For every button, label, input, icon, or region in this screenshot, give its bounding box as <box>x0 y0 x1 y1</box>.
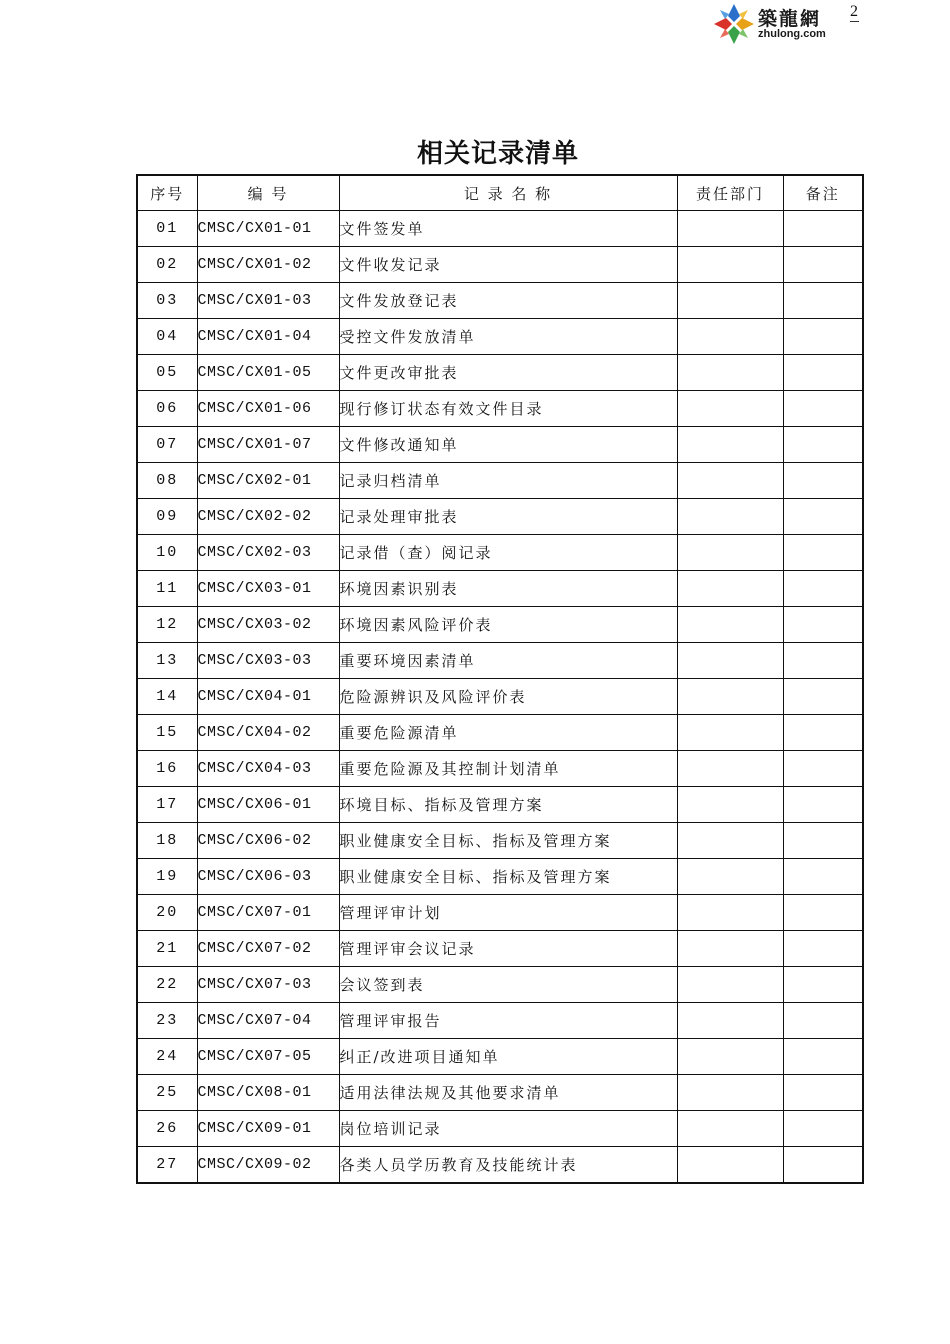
cell-code: CMSC/CX04-01 <box>197 679 339 715</box>
cell-seq: 15 <box>137 715 197 751</box>
cell-record-name: 管理评审计划 <box>339 895 677 931</box>
header-record-name: 记 录 名 称 <box>339 175 677 211</box>
table-row <box>137 211 863 247</box>
cell-note <box>783 1147 863 1184</box>
cell-department <box>677 715 783 751</box>
cell-record-name: 各类人员学历教育及技能统计表 <box>339 1147 677 1184</box>
cell-seq: 27 <box>137 1147 197 1184</box>
cell-code: CMSC/CX09-01 <box>197 1111 339 1147</box>
cell-department <box>677 895 783 931</box>
cell-note <box>783 895 863 931</box>
table-header-row <box>137 175 863 211</box>
cell-seq: 09 <box>137 499 197 535</box>
cell-department <box>677 1075 783 1111</box>
logo-mark-icon <box>712 2 756 46</box>
cell-code: CMSC/CX02-01 <box>197 463 339 499</box>
cell-note <box>783 715 863 751</box>
cell-seq: 26 <box>137 1111 197 1147</box>
cell-department <box>677 823 783 859</box>
cell-seq: 04 <box>137 319 197 355</box>
cell-department <box>677 427 783 463</box>
records-table <box>136 174 864 1184</box>
cell-department <box>677 535 783 571</box>
table-row <box>137 1147 863 1184</box>
table-row <box>137 859 863 895</box>
cell-record-name: 职业健康安全目标、指标及管理方案 <box>339 823 677 859</box>
table-row <box>137 931 863 967</box>
cell-note <box>783 607 863 643</box>
table-row <box>137 607 863 643</box>
cell-note <box>783 463 863 499</box>
cell-record-name: 记录处理审批表 <box>339 499 677 535</box>
cell-seq: 10 <box>137 535 197 571</box>
table-row <box>137 463 863 499</box>
table-row <box>137 715 863 751</box>
cell-seq: 05 <box>137 355 197 391</box>
table-row <box>137 499 863 535</box>
header-seq: 序号 <box>137 175 197 211</box>
zhulong-logo <box>712 2 842 46</box>
cell-note <box>783 751 863 787</box>
cell-record-name: 管理评审会议记录 <box>339 931 677 967</box>
cell-seq: 12 <box>137 607 197 643</box>
cell-department <box>677 355 783 391</box>
cell-note <box>783 967 863 1003</box>
cell-code: CMSC/CX07-02 <box>197 931 339 967</box>
cell-record-name: 文件发放登记表 <box>339 283 677 319</box>
cell-code: CMSC/CX08-01 <box>197 1075 339 1111</box>
cell-note <box>783 319 863 355</box>
cell-record-name: 岗位培训记录 <box>339 1111 677 1147</box>
cell-seq: 23 <box>137 1003 197 1039</box>
cell-department <box>677 1039 783 1075</box>
cell-note <box>783 427 863 463</box>
cell-note <box>783 931 863 967</box>
table-row <box>137 1003 863 1039</box>
cell-seq: 22 <box>137 967 197 1003</box>
cell-department <box>677 967 783 1003</box>
cell-code: CMSC/CX02-02 <box>197 499 339 535</box>
cell-department <box>677 319 783 355</box>
table-row <box>137 391 863 427</box>
cell-seq: 24 <box>137 1039 197 1075</box>
cell-note <box>783 355 863 391</box>
cell-record-name: 环境因素识别表 <box>339 571 677 607</box>
cell-department <box>677 859 783 895</box>
cell-seq: 14 <box>137 679 197 715</box>
cell-record-name: 受控文件发放清单 <box>339 319 677 355</box>
cell-note <box>783 1039 863 1075</box>
cell-seq: 25 <box>137 1075 197 1111</box>
logo-domain-text: zhulong.com <box>758 28 826 40</box>
cell-seq: 03 <box>137 283 197 319</box>
cell-seq: 07 <box>137 427 197 463</box>
table-row <box>137 247 863 283</box>
table-row <box>137 1039 863 1075</box>
cell-record-name: 危险源辨识及风险评价表 <box>339 679 677 715</box>
cell-department <box>677 283 783 319</box>
cell-department <box>677 931 783 967</box>
cell-code: CMSC/CX01-01 <box>197 211 339 247</box>
cell-department <box>677 679 783 715</box>
cell-department <box>677 1147 783 1184</box>
cell-seq: 06 <box>137 391 197 427</box>
cell-note <box>783 1075 863 1111</box>
table-row <box>137 319 863 355</box>
cell-code: CMSC/CX09-02 <box>197 1147 339 1184</box>
table-row <box>137 535 863 571</box>
cell-code: CMSC/CX01-06 <box>197 391 339 427</box>
table-row <box>137 283 863 319</box>
cell-note <box>783 283 863 319</box>
cell-code: CMSC/CX01-05 <box>197 355 339 391</box>
cell-code: CMSC/CX07-03 <box>197 967 339 1003</box>
cell-department <box>677 787 783 823</box>
table-row <box>137 571 863 607</box>
document-title: 相关记录清单 <box>416 139 579 169</box>
cell-department <box>677 1003 783 1039</box>
table-row <box>137 643 863 679</box>
page-number-underline <box>850 21 859 22</box>
cell-code: CMSC/CX06-03 <box>197 859 339 895</box>
table-row <box>137 679 863 715</box>
cell-code: CMSC/CX03-02 <box>197 607 339 643</box>
cell-note <box>783 211 863 247</box>
cell-seq: 02 <box>137 247 197 283</box>
cell-department <box>677 391 783 427</box>
page-number: 2 <box>850 3 858 20</box>
cell-department <box>677 607 783 643</box>
cell-seq: 01 <box>137 211 197 247</box>
cell-note <box>783 643 863 679</box>
cell-department <box>677 247 783 283</box>
cell-department <box>677 751 783 787</box>
cell-record-name: 记录归档清单 <box>339 463 677 499</box>
cell-record-name: 文件修改通知单 <box>339 427 677 463</box>
cell-record-name: 适用法律法规及其他要求清单 <box>339 1075 677 1111</box>
cell-record-name: 现行修订状态有效文件目录 <box>339 391 677 427</box>
cell-note <box>783 391 863 427</box>
cell-record-name: 重要危险源及其控制计划清单 <box>339 751 677 787</box>
header-code: 编 号 <box>197 175 339 211</box>
cell-seq: 21 <box>137 931 197 967</box>
cell-department <box>677 211 783 247</box>
cell-code: CMSC/CX01-02 <box>197 247 339 283</box>
cell-code: CMSC/CX06-01 <box>197 787 339 823</box>
cell-code: CMSC/CX01-04 <box>197 319 339 355</box>
table-row <box>137 355 863 391</box>
cell-record-name: 文件收发记录 <box>339 247 677 283</box>
cell-department <box>677 571 783 607</box>
cell-department <box>677 463 783 499</box>
cell-record-name: 职业健康安全目标、指标及管理方案 <box>339 859 677 895</box>
cell-code: CMSC/CX04-03 <box>197 751 339 787</box>
cell-seq: 08 <box>137 463 197 499</box>
cell-seq: 20 <box>137 895 197 931</box>
header-department: 责任部门 <box>677 175 783 211</box>
cell-department <box>677 1111 783 1147</box>
table-row <box>137 1075 863 1111</box>
cell-note <box>783 535 863 571</box>
table-row <box>137 967 863 1003</box>
table-row <box>137 895 863 931</box>
cell-note <box>783 499 863 535</box>
cell-note <box>783 787 863 823</box>
cell-code: CMSC/CX01-07 <box>197 427 339 463</box>
cell-note <box>783 571 863 607</box>
cell-note <box>783 1111 863 1147</box>
cell-record-name: 会议签到表 <box>339 967 677 1003</box>
cell-record-name: 重要环境因素清单 <box>339 643 677 679</box>
cell-seq: 19 <box>137 859 197 895</box>
cell-note <box>783 823 863 859</box>
cell-record-name: 记录借（查）阅记录 <box>339 535 677 571</box>
cell-code: CMSC/CX04-02 <box>197 715 339 751</box>
cell-note <box>783 679 863 715</box>
cell-code: CMSC/CX03-03 <box>197 643 339 679</box>
logo-chinese-text: 築龍網 <box>758 8 822 30</box>
table-body <box>137 211 863 1184</box>
table-row <box>137 823 863 859</box>
cell-seq: 13 <box>137 643 197 679</box>
cell-code: CMSC/CX01-03 <box>197 283 339 319</box>
cell-record-name: 环境目标、指标及管理方案 <box>339 787 677 823</box>
table-row <box>137 751 863 787</box>
cell-record-name: 环境因素风险评价表 <box>339 607 677 643</box>
cell-code: CMSC/CX03-01 <box>197 571 339 607</box>
table-row <box>137 787 863 823</box>
cell-record-name: 重要危险源清单 <box>339 715 677 751</box>
cell-note <box>783 1003 863 1039</box>
header-note: 备注 <box>783 175 863 211</box>
cell-record-name: 文件签发单 <box>339 211 677 247</box>
cell-record-name: 管理评审报告 <box>339 1003 677 1039</box>
cell-department <box>677 643 783 679</box>
cell-note <box>783 247 863 283</box>
cell-code: CMSC/CX07-01 <box>197 895 339 931</box>
cell-code: CMSC/CX02-03 <box>197 535 339 571</box>
cell-seq: 17 <box>137 787 197 823</box>
table-row <box>137 1111 863 1147</box>
cell-code: CMSC/CX07-05 <box>197 1039 339 1075</box>
cell-code: CMSC/CX07-04 <box>197 1003 339 1039</box>
cell-record-name: 文件更改审批表 <box>339 355 677 391</box>
cell-department <box>677 499 783 535</box>
table-row <box>137 427 863 463</box>
cell-record-name: 纠正/改进项目通知单 <box>339 1039 677 1075</box>
cell-seq: 16 <box>137 751 197 787</box>
cell-seq: 11 <box>137 571 197 607</box>
cell-code: CMSC/CX06-02 <box>197 823 339 859</box>
cell-seq: 18 <box>137 823 197 859</box>
cell-note <box>783 859 863 895</box>
